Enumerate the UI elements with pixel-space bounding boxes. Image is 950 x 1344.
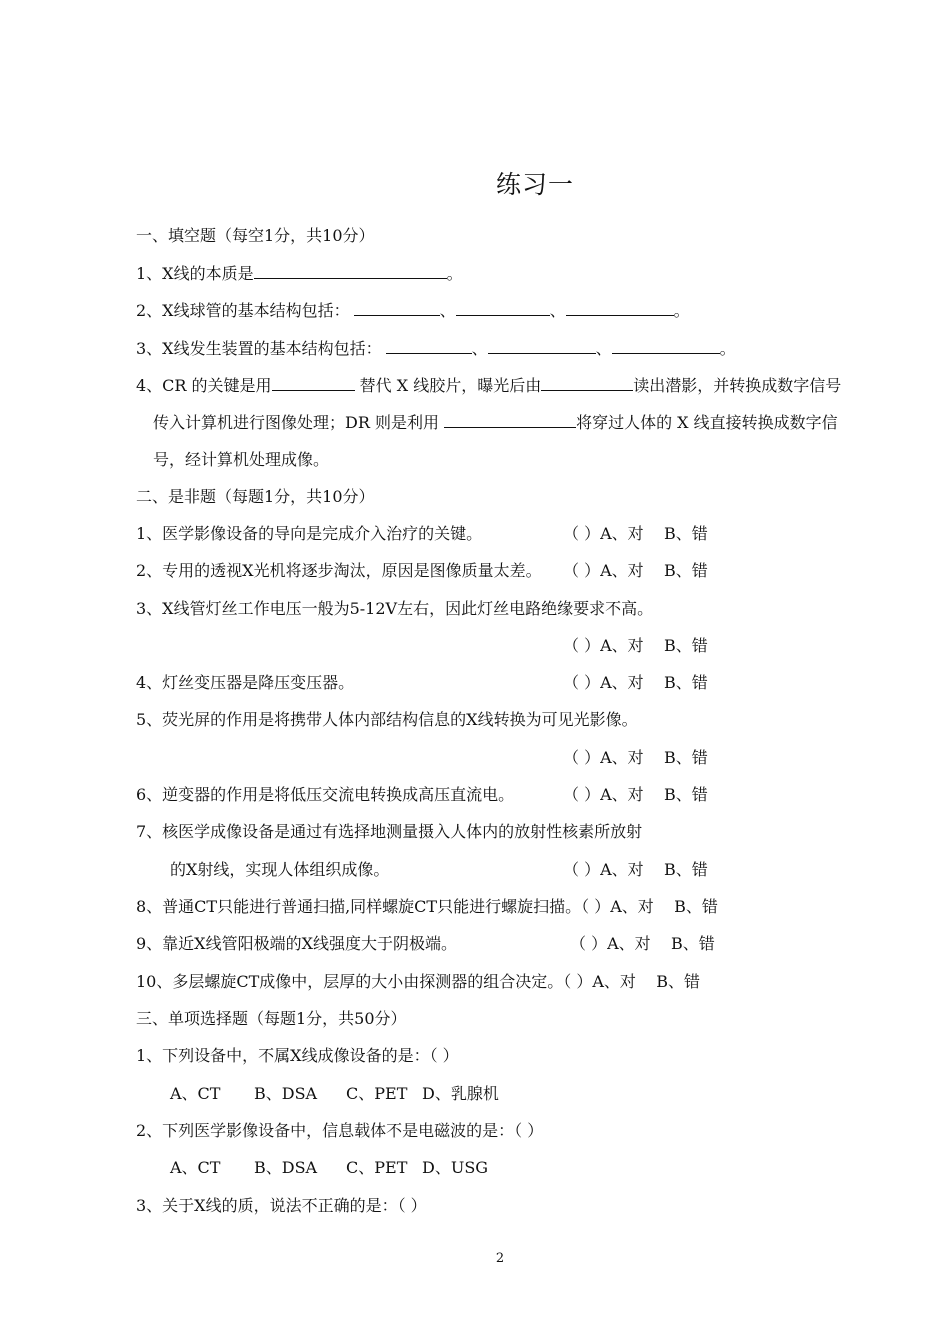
answer-paren[interactable]: （ ） bbox=[563, 748, 601, 767]
answer-blank[interactable] bbox=[541, 374, 633, 391]
choice-option[interactable]: C、PET bbox=[346, 1084, 408, 1103]
judge-options bbox=[563, 859, 708, 881]
fill-question-2 bbox=[136, 299, 690, 322]
choice-option[interactable]: C、PET bbox=[346, 1158, 408, 1177]
judge-options bbox=[563, 523, 708, 545]
choice-options-1 bbox=[170, 1083, 499, 1105]
option-b[interactable]: B、错 bbox=[664, 860, 708, 879]
answer-blank[interactable] bbox=[566, 299, 674, 316]
choice-option[interactable]: A、CT bbox=[170, 1158, 221, 1177]
fill-question-1 bbox=[136, 262, 463, 285]
section2-heading: 二、是非题（每题1分，共10分） bbox=[136, 487, 375, 506]
option-b[interactable]: B、错 bbox=[674, 897, 718, 916]
fill-q4-text-c: 读出潜影，并转换成数字信号 bbox=[633, 376, 842, 395]
option-a[interactable]: A、对 bbox=[600, 785, 644, 804]
answer-blank[interactable] bbox=[386, 337, 472, 354]
fill-question-3 bbox=[136, 337, 736, 360]
answer-blank[interactable] bbox=[456, 299, 550, 316]
answer-paren[interactable]: （ ） bbox=[563, 561, 601, 580]
judge-question-3: 3、X线管灯丝工作电压一般为5-12V左右，因此灯丝电路绝缘要求不高。 bbox=[136, 599, 654, 618]
option-b[interactable]: B、错 bbox=[664, 636, 708, 655]
fill-q2-text: 2、X线球管的基本结构包括： bbox=[136, 301, 350, 320]
fill-q3-text: 3、X线发生装置的基本结构包括： bbox=[136, 339, 382, 358]
judge-options bbox=[563, 784, 708, 806]
option-a[interactable]: A、对 bbox=[610, 897, 654, 916]
judge-question-7-line2: 的X射线，实现人体组织成像。 bbox=[170, 860, 390, 879]
answer-blank[interactable] bbox=[444, 411, 576, 428]
option-a[interactable]: A、对 bbox=[600, 561, 644, 580]
judge-options bbox=[563, 635, 708, 657]
fill-q3-end: 。 bbox=[719, 339, 736, 358]
judge-question-1: 1、医学影像设备的导向是完成介入治疗的关键。 bbox=[136, 524, 483, 543]
option-a[interactable]: A、对 bbox=[600, 673, 644, 692]
option-b[interactable]: B、错 bbox=[664, 524, 708, 543]
fill-question-4-line3: 号，经计算机处理成像。 bbox=[153, 450, 330, 469]
option-b[interactable]: B、错 bbox=[664, 673, 708, 692]
judge-options bbox=[563, 560, 708, 582]
judge-question-5: 5、荧光屏的作用是将携带人体内部结构信息的X线转换为可见光影像。 bbox=[136, 710, 638, 729]
fill-q2-end: 。 bbox=[673, 301, 690, 320]
judge-question-4: 4、灯丝变压器是降压变压器。 bbox=[136, 673, 355, 692]
separator: 、 bbox=[595, 339, 612, 358]
judge-question-8 bbox=[136, 896, 718, 918]
choice-question-2: 2、下列医学影像设备中，信息载体不是电磁波的是：（ ） bbox=[136, 1121, 544, 1140]
separator: 、 bbox=[471, 339, 488, 358]
answer-paren[interactable]: （ ） bbox=[563, 860, 601, 879]
page-title: 练习一 bbox=[495, 170, 574, 199]
option-b[interactable]: B、错 bbox=[656, 972, 701, 991]
choice-option[interactable]: B、DSA bbox=[254, 1158, 318, 1177]
choice-option[interactable]: B、DSA bbox=[254, 1084, 318, 1103]
fill-q1-end: 。 bbox=[446, 264, 463, 283]
option-a[interactable]: A、对 bbox=[607, 934, 651, 953]
judge-q10-text: 10、多层螺旋CT成像中，层厚的大小由探测器的组合决定。 bbox=[136, 972, 564, 991]
answer-blank[interactable] bbox=[354, 299, 440, 316]
fill-question-4-line2 bbox=[153, 411, 838, 434]
option-a[interactable]: A、对 bbox=[600, 524, 644, 543]
option-a[interactable]: A、对 bbox=[592, 972, 636, 991]
judge-options bbox=[570, 933, 715, 955]
judge-question-9: 9、靠近X线管阳极端的X线强度大于阴极端。 bbox=[136, 934, 457, 953]
answer-paren[interactable]: （ ） bbox=[563, 673, 601, 692]
option-a[interactable]: A、对 bbox=[600, 860, 644, 879]
answer-paren[interactable]: （ ） bbox=[570, 934, 608, 953]
judge-q8-text: 8、普通CT只能进行普通扫描,同样螺旋CT只能进行螺旋扫描。 bbox=[136, 897, 582, 916]
fill-q4-text-d: 传入计算机进行图像处理；DR 则是利用 bbox=[153, 413, 439, 432]
section3-heading: 三、单项选择题（每题1分，共50分） bbox=[136, 1009, 407, 1028]
judge-question-2: 2、专用的透视X光机将逐步淘汰，原因是图像质量太差。 bbox=[136, 561, 542, 580]
answer-blank[interactable] bbox=[488, 337, 596, 354]
choice-options-2 bbox=[170, 1157, 488, 1179]
option-b[interactable]: B、错 bbox=[664, 748, 708, 767]
choice-option[interactable]: A、CT bbox=[170, 1084, 221, 1103]
choice-option[interactable]: D、USG bbox=[422, 1158, 489, 1177]
option-b[interactable]: B、错 bbox=[664, 785, 708, 804]
separator: 、 bbox=[439, 301, 456, 320]
answer-blank[interactable] bbox=[272, 374, 355, 391]
option-b[interactable]: B、错 bbox=[664, 561, 708, 580]
fill-q1-text: 1、X线的本质是 bbox=[136, 264, 254, 283]
choice-question-3: 3、关于X线的质，说法不正确的是：（ ） bbox=[136, 1196, 427, 1215]
section1-heading: 一、填空题（每空1分，共10分） bbox=[136, 226, 375, 245]
answer-blank[interactable] bbox=[612, 337, 720, 354]
fill-q4-text-b: 替代 X 线胶片，曝光后由 bbox=[359, 376, 542, 395]
page-number: 2 bbox=[495, 1251, 505, 1266]
choice-question-1: 1、下列设备中，不属X线成像设备的是：（ ） bbox=[136, 1046, 459, 1065]
judge-options bbox=[563, 672, 708, 694]
option-a[interactable]: A、对 bbox=[600, 636, 644, 655]
option-b[interactable]: B、错 bbox=[671, 934, 715, 953]
answer-paren[interactable]: （ ） bbox=[563, 972, 593, 991]
fill-q4-text-a: 4、CR 的关键是用 bbox=[136, 376, 272, 395]
answer-paren[interactable]: （ ） bbox=[581, 897, 611, 916]
choice-option[interactable]: D、乳腺机 bbox=[422, 1084, 499, 1103]
option-a[interactable]: A、对 bbox=[600, 748, 644, 767]
fill-question-4 bbox=[136, 374, 841, 397]
judge-question-6: 6、逆变器的作用是将低压交流电转换成高压直流电。 bbox=[136, 785, 515, 804]
fill-q4-text-e: 将穿过人体的 X 线直接转换成数字信 bbox=[576, 413, 838, 432]
judge-options bbox=[563, 747, 708, 769]
answer-blank[interactable] bbox=[254, 262, 447, 279]
separator: 、 bbox=[549, 301, 566, 320]
answer-paren[interactable]: （ ） bbox=[563, 785, 601, 804]
judge-question-7: 7、核医学成像设备是通过有选择地测量摄入人体内的放射性核素所放射 bbox=[136, 822, 643, 841]
answer-paren[interactable]: （ ） bbox=[563, 524, 601, 543]
judge-question-10 bbox=[136, 971, 700, 993]
answer-paren[interactable]: （ ） bbox=[563, 636, 601, 655]
